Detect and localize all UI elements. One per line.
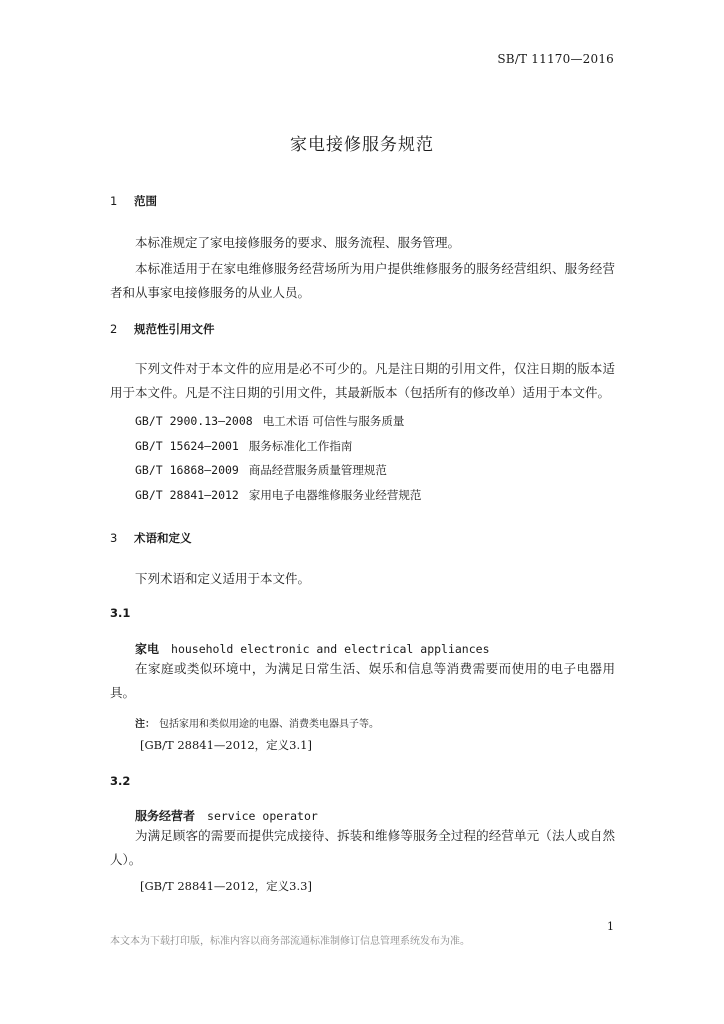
section-heading-3: 3 术语和定义 <box>110 531 192 545</box>
term-definition: 为满足顾客的需要而提供完成接待、拆装和维修等服务全过程的经营单元（法人或自然人）。 <box>110 828 615 867</box>
document-title: 家电接修服务规范 <box>290 135 434 155</box>
term-definition: 在家庭或类似环境中，为满足日常生活、娱乐和信息等消费需要而使用的电子电器用具。 <box>110 661 615 700</box>
normative-reference: GB/T 15624—2001 服务标准化工作指南 <box>135 439 353 453</box>
page-number: 1 <box>607 920 614 933</box>
paragraph: 下列术语和定义适用于本文件。 <box>135 571 311 586</box>
clause-number: 3.1 <box>110 606 131 620</box>
section-heading-1: 1 范围 <box>110 194 157 208</box>
normative-reference: GB/T 16868—2009 商品经营服务质量管理规范 <box>135 463 387 477</box>
normative-reference: GB/T 2900.13—2008 电工术语 可信性与服务质量 <box>135 414 405 428</box>
term-source: [GB/T 28841—2012，定义3.1] <box>140 738 312 752</box>
paragraph: 本标准适用于在家电维修服务经营场所为用户提供维修服务的服务经营组织、服务经营者和从事家电接修服务的从业人员。 <box>110 261 615 300</box>
term-entry: 服务经营者 service operator <box>135 809 318 823</box>
term-note: 注： 包括家用和类似用途的电器、消费类电器具子等。 <box>135 719 379 730</box>
footer-notice: 本文本为下载打印版，标准内容以商务部流通标准制修订信息管理系统发布为准。 <box>110 936 470 947</box>
term-source: [GB/T 28841—2012，定义3.3] <box>140 879 312 893</box>
term-entry: 家电 household electronic and electrical appliances <box>135 642 490 656</box>
normative-reference: GB/T 28841—2012 家用电子电器维修服务业经营规范 <box>135 488 422 502</box>
section-heading-2: 2 规范性引用文件 <box>110 322 215 336</box>
standard-code: SB/T 11170—2016 <box>497 52 614 66</box>
paragraph: 下列文件对于本文件的应用是必不可少的。凡是注日期的引用文件，仅注日期的版本适用于本文件。凡是不注日期的引用文件，其最新版本（包括所有的修改单）适用于本文件。 <box>110 361 615 400</box>
clause-number: 3.2 <box>110 774 131 788</box>
paragraph: 本标准规定了家电接修服务的要求、服务流程、服务管理。 <box>135 235 461 250</box>
